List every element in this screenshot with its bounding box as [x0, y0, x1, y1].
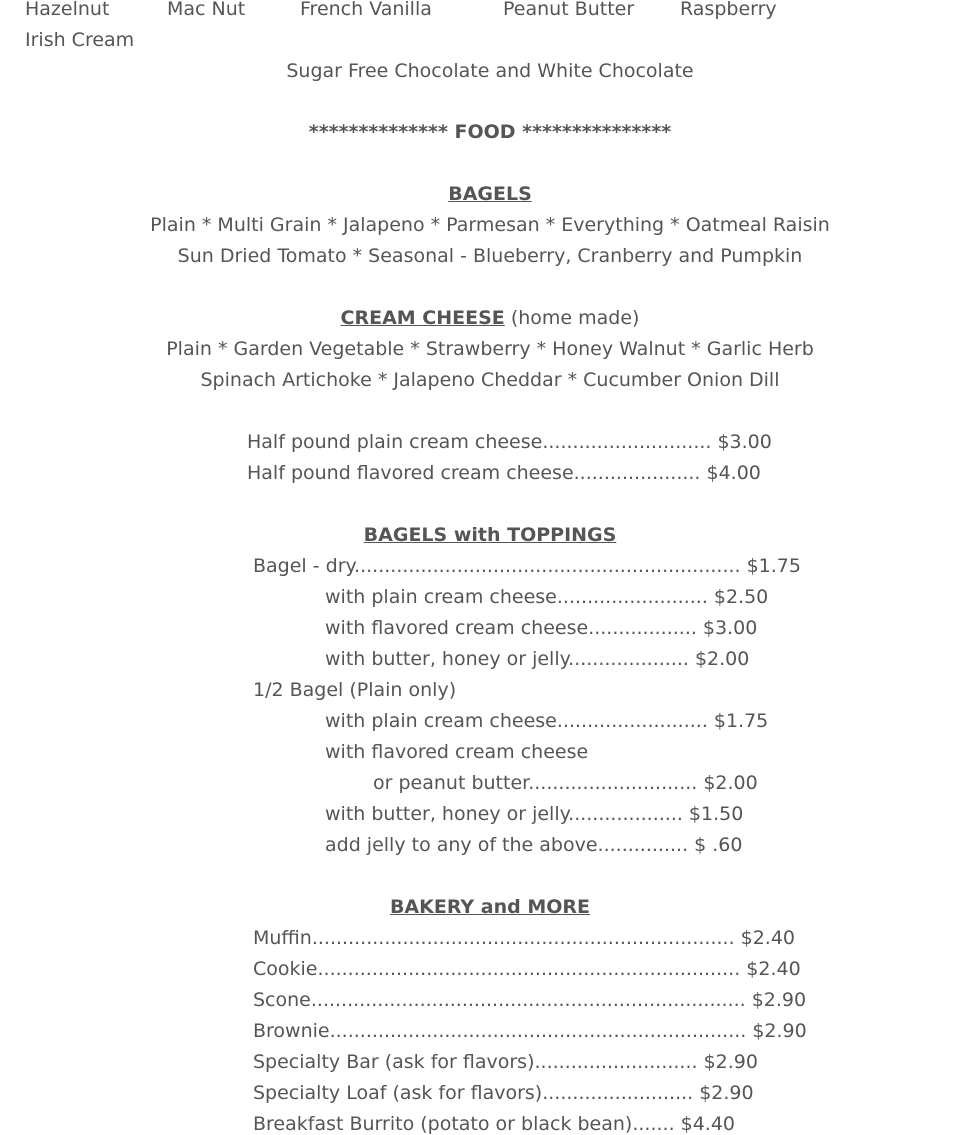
- menu-item-label: Specialty Bar (ask for flavors)...........................: [253, 1051, 698, 1073]
- menu-item-label: Muffin......................................................................: [253, 927, 735, 949]
- menu-item-label: or peanut butter............................: [373, 772, 698, 794]
- menu-item-label: with plain cream cheese.........................: [325, 710, 708, 732]
- menu-item-price: $2.40: [746, 958, 801, 980]
- menu-item-label: Half pound plain cream cheese............................: [247, 431, 712, 453]
- menu-item-label: with plain cream cheese.........................: [325, 586, 708, 608]
- menu-item-price: $3.00: [717, 431, 772, 453]
- menu-item: [253, 1053, 758, 1072]
- menu-item: [325, 588, 768, 607]
- menu-item-price: $2.90: [752, 1020, 807, 1042]
- menu-item: [253, 681, 456, 700]
- menu-item-label: 1/2 Bagel (Plain only): [253, 679, 457, 701]
- bagels-heading: [0, 185, 972, 204]
- sugar-free-line: Sugar Free Chocolate and White Chocolate: [286, 60, 694, 82]
- menu-item-label: Cookie......................................................................: [253, 958, 741, 980]
- bagels-title: BAGELS: [448, 183, 532, 205]
- menu-item: [325, 712, 768, 731]
- menu-item: [253, 1022, 807, 1041]
- menu-item: [253, 1115, 735, 1134]
- menu-item-price: $4.40: [680, 1113, 736, 1135]
- menu-item-label: with butter, honey or jelly....................: [325, 648, 689, 670]
- food-header: ************** FOOD ***************: [308, 121, 672, 143]
- toppings-heading: [0, 526, 972, 545]
- menu-item: [253, 557, 801, 576]
- bagels-flavors-line-1: Plain * Multi Grain * Jalapeno * Parmesan * Everything * Oatmeal Raisin: [150, 214, 830, 236]
- menu-item: [253, 960, 801, 979]
- menu-item-price: $1.50: [688, 803, 744, 825]
- menu-item: [325, 805, 743, 824]
- menu-item-label: Half pound flavored cream cheese.....................: [247, 462, 701, 484]
- toppings-title: BAGELS with TOPPINGS: [363, 524, 617, 546]
- menu-item: [247, 433, 772, 452]
- menu-item-price: $2.40: [740, 927, 796, 949]
- menu-item: [325, 619, 757, 638]
- menu-item-label: Brownie.....................................................................: [253, 1020, 747, 1042]
- menu-item: [253, 1084, 754, 1103]
- menu-item: [253, 991, 806, 1010]
- cream-cheese-flavors-line-1: Plain * Garden Vegetable * Strawberry * Honey Walnut * Garlic Herb: [166, 338, 814, 360]
- bagels-flavors-line-2: Sun Dried Tomato * Seasonal - Blueberry, Cranberry and Pumpkin: [177, 245, 803, 267]
- menu-item-label: with flavored cream cheese: [325, 741, 589, 763]
- menu-item-label: add jelly to any of the above...............: [325, 834, 689, 856]
- cream-cheese-subtitle: (home made): [510, 307, 640, 329]
- menu-item: [253, 929, 795, 948]
- menu-item-label: Specialty Loaf (ask for flavors).........................: [253, 1082, 694, 1104]
- menu-item-price: $1.75: [746, 555, 801, 577]
- flavor-hazelnut: Hazelnut: [25, 0, 110, 20]
- menu-item-price: $4.00: [706, 462, 761, 484]
- menu-item-price: $2.00: [694, 648, 750, 670]
- menu-item-label: with flavored cream cheese..................: [325, 617, 697, 639]
- menu-item-label: Bagel - dry................................................................: [253, 555, 741, 577]
- bakery-heading: [0, 898, 972, 917]
- menu-item-price: $2.00: [703, 772, 758, 794]
- menu-item-label: Scone........................................................................: [253, 989, 746, 1011]
- menu-item-price: $ .60: [694, 834, 743, 856]
- menu-item: [247, 464, 761, 483]
- cream-cheese-title: CREAM CHEESE: [340, 307, 505, 329]
- menu-item-label: Breakfast Burrito (potato or black bean).......: [253, 1113, 675, 1135]
- menu-item-price: $3.00: [702, 617, 758, 639]
- menu-item: [325, 836, 742, 855]
- menu-item-label: with butter, honey or jelly...................: [325, 803, 683, 825]
- flavor-french-vanilla: French Vanilla: [300, 0, 432, 20]
- cream-cheese-flavors-line-2: Spinach Artichoke * Jalapeno Cheddar * Cucumber Onion Dill: [200, 369, 780, 391]
- bakery-title: BAKERY and MORE: [389, 896, 591, 918]
- menu-item-price: $1.75: [713, 710, 769, 732]
- flavor-peanut-butter: Peanut Butter: [503, 0, 635, 20]
- flavor-mac-nut: Mac Nut: [167, 0, 246, 20]
- flavor-raspberry: Raspberry: [680, 0, 777, 20]
- menu-item-price: $2.50: [713, 586, 769, 608]
- menu-item-price: $2.90: [699, 1082, 754, 1104]
- flavor-irish-cream: Irish Cream: [25, 29, 135, 51]
- menu-item: [373, 774, 758, 793]
- menu-item: [325, 743, 588, 762]
- cream-cheese-heading: [0, 309, 972, 328]
- menu-item: [325, 650, 749, 669]
- menu-item-price: $2.90: [703, 1051, 758, 1073]
- menu-item-price: $2.90: [751, 989, 807, 1011]
